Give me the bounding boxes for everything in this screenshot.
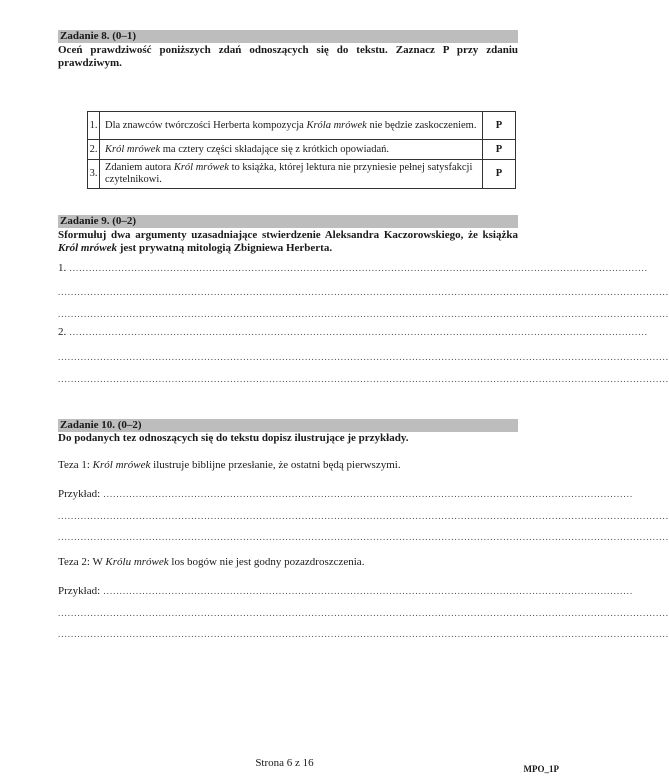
statement: Zdaniem autora Król mrówek to książka, której lektura nie przyniesie pełnej satysfakcji czytelnikowi. bbox=[100, 160, 483, 189]
answer-line[interactable]: ............................................................................................................................................................................................ bbox=[58, 287, 669, 297]
answer-line-2[interactable]: 2. .................................................................................................................................................................................. bbox=[58, 326, 648, 338]
answer-line[interactable]: ............................................................................................................................................................................................ bbox=[58, 511, 669, 521]
answer-line[interactable]: ............................................................................................................................................................................................ bbox=[58, 629, 669, 639]
answer-line[interactable]: ............................................................................................................................................................................................ bbox=[58, 352, 669, 362]
answer-line[interactable]: ............................................................................................................................................................................................ bbox=[58, 309, 669, 319]
example-line-2[interactable]: Przykład: ................................................................................................................................................................... bbox=[58, 585, 634, 597]
task-10-instruction: Do podanych tez odnoszących się do tekstu dopisz ilustrujące je przykłady. bbox=[58, 432, 409, 444]
thesis-2: Teza 2: W Królu mrówek los bogów nie jest godny pozazdroszczenia. bbox=[58, 556, 365, 568]
statement: Król mrówek ma cztery części składające się z krótkich opowiadań. bbox=[100, 140, 483, 160]
task-8-table bbox=[87, 111, 516, 189]
answer-line[interactable]: ............................................................................................................................................................................................ bbox=[58, 532, 669, 542]
row-number: 2. bbox=[88, 140, 100, 160]
statement: Dla znawców twórczości Herberta kompozycja Króla mrówek nie będzie zaskoczeniem. bbox=[100, 112, 483, 140]
true-mark[interactable]: P bbox=[483, 160, 516, 189]
example-label: Przykład: bbox=[58, 585, 101, 597]
row-number: 1. bbox=[88, 112, 100, 140]
answer-number: 2. bbox=[58, 326, 67, 338]
exam-code: MPO_1P bbox=[523, 764, 559, 774]
row-number: 3. bbox=[88, 160, 100, 189]
answer-line[interactable]: ............................................................................................................................................................................................ bbox=[58, 608, 669, 618]
page-number: Strona 6 z 16 bbox=[255, 757, 314, 769]
task-9-header: Zadanie 9. (0–2) bbox=[58, 215, 518, 228]
thesis-1: Teza 1: Król mrówek ilustruje biblijne przesłanie, że ostatni będą pierwszymi. bbox=[58, 459, 401, 471]
task-8-header: Zadanie 8. (0–1) bbox=[58, 30, 518, 43]
task-8-instruction: Oceń prawdziwość poniższych zdań odnoszących się do tekstu. Zaznacz P przy zdaniu prawdziwym. bbox=[58, 44, 518, 69]
task-9-instruction: Sformułuj dwa argumenty uzasadniające stwierdzenie Aleksandra Kaczorowskiego, że książka Król mrówek jest prywatną mitologią Zbigniewa Herberta. bbox=[58, 229, 518, 254]
task-10-header: Zadanie 10. (0–2) bbox=[58, 419, 518, 432]
table-row bbox=[88, 112, 516, 140]
true-mark[interactable]: P bbox=[483, 112, 516, 140]
example-line-1[interactable]: Przykład: ................................................................................................................................................................... bbox=[58, 488, 634, 500]
table-row bbox=[88, 140, 516, 160]
answer-line[interactable]: ............................................................................................................................................................................................ bbox=[58, 374, 669, 384]
answer-line-1[interactable]: 1. .................................................................................................................................................................................. bbox=[58, 262, 648, 274]
true-mark[interactable]: P bbox=[483, 140, 516, 160]
table-row bbox=[88, 160, 516, 189]
example-label: Przykład: bbox=[58, 488, 101, 500]
answer-number: 1. bbox=[58, 262, 67, 274]
